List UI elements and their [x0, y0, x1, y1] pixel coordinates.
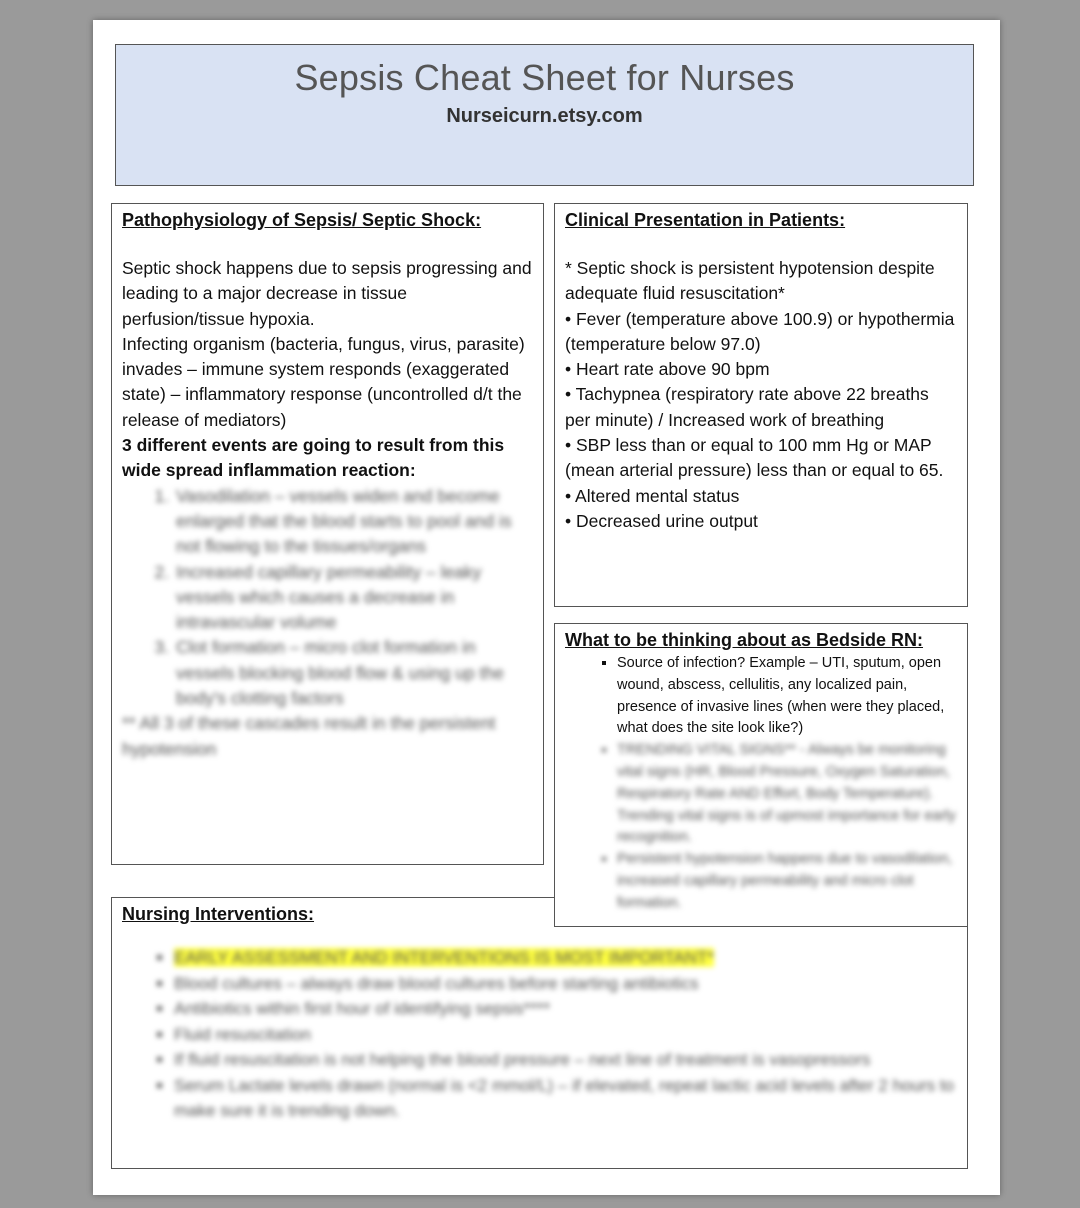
list-item: • Decreased urine output [565, 510, 758, 531]
list-item: • Fever (temperature above 100.9) or hypothermia (temperature below 97.0) [565, 308, 955, 354]
list-item: • SBP less than or equal to 100 mm Hg or MAP (mean arterial pressure) less than or equal to 65. [565, 435, 944, 481]
highlighted-item: EARLY ASSESSMENT AND INTERVENTIONS IS MOST IMPORTANT* [174, 948, 715, 967]
nursing-interventions-section [111, 897, 968, 1169]
list-item: 3. Clot formation – micro clot formation in vessels blocking blood flow & using up the body's clotting factors [174, 635, 533, 711]
list-item: 2. Increased capillary permeability – leaky vessels which causes a decrease in intravascular volume [174, 560, 533, 636]
list-item: ▪ TRENDING VITAL SIGNS** - Always be monitoring vital signs (HR, Blood Pressure, Oxygen Saturation, Respiratory Rate AND Effort, Body Temperature). Trending vital signs is of upmost importance for early recognition. [617, 740, 957, 849]
bedside-heading: What to be thinking about as Bedside RN: [565, 630, 924, 650]
pathophysiology-section [111, 203, 544, 865]
clinical-heading: Clinical Presentation in Patients: [565, 210, 846, 230]
bedside-list [565, 653, 957, 915]
list-item: ▪ Source of infection? Example – UTI, sputum, open wound, abscess, cellulitis, any localized pain, presence of invasive lines (when were they placed, what does the site look like?) [617, 653, 957, 740]
list-item: 1. Vasodilation – vessels widen and become enlarged that the blood starts to pool and is not flowing to the tissues/organs [174, 484, 533, 560]
list-item: • Altered mental status [565, 485, 740, 506]
nursing-heading: Nursing Interventions: [122, 904, 315, 924]
pathophysiology-note: ** All 3 of these cascades result in the persistent hypotension [122, 713, 496, 759]
pathophysiology-paragraph-2: Infecting organism (bacteria, fungus, virus, parasite) invades – immune system responds (exaggerated state) – inflammatory response (uncontrolled d/t the release of mediators) [122, 333, 525, 430]
pathophysiology-paragraph-1: Septic shock happens due to sepsis progressing and leading to a major decrease in tissue perfusion/tissue hypoxia. [122, 258, 532, 329]
list-item: ▪ If fluid resuscitation is not helping the blood pressure – next line of treatment is vasopressors [174, 1047, 957, 1073]
page-subtitle: Nurseicurn.etsy.com [446, 105, 643, 127]
list-item: ▪ Blood cultures – always draw blood cultures before starting antibiotics [174, 971, 957, 997]
inflammation-events-list [122, 484, 533, 712]
clinical-intro: * Septic shock is persistent hypotension despite adequate fluid resuscitation* [565, 258, 935, 304]
pathophysiology-heading: Pathophysiology of Sepsis/ Septic Shock: [122, 210, 482, 230]
page-title: Sepsis Cheat Sheet for Nurses [294, 57, 795, 98]
interventions-list [122, 945, 957, 1124]
clinical-presentation-section [554, 203, 968, 607]
list-item: ▪ Fluid resuscitation [174, 1022, 957, 1048]
list-item: • Heart rate above 90 bpm [565, 359, 770, 380]
list-item: ▪ Persistent hypotension happens due to vasodilation, increased capillary permeability and micro clot formation. [617, 849, 957, 914]
list-item: ▪ Antibiotics within first hour of identifying sepsis**** [174, 996, 957, 1022]
bedside-rn-section [554, 623, 968, 927]
list-item: ▪ Serum Lactate levels drawn (normal is <2 mmol/L) – if elevated, repeat lactic acid levels after 2 hours to make sure it is trending down. [174, 1073, 957, 1124]
list-item: • Tachypnea (respiratory rate above 22 breaths per minute) / Increased work of breathing [565, 384, 929, 430]
pathophysiology-bold-paragraph: 3 different events are going to result from this wide spread inflammation reaction: [122, 435, 505, 481]
title-banner [115, 44, 974, 186]
document-page [93, 20, 1000, 1195]
list-item [174, 945, 957, 971]
